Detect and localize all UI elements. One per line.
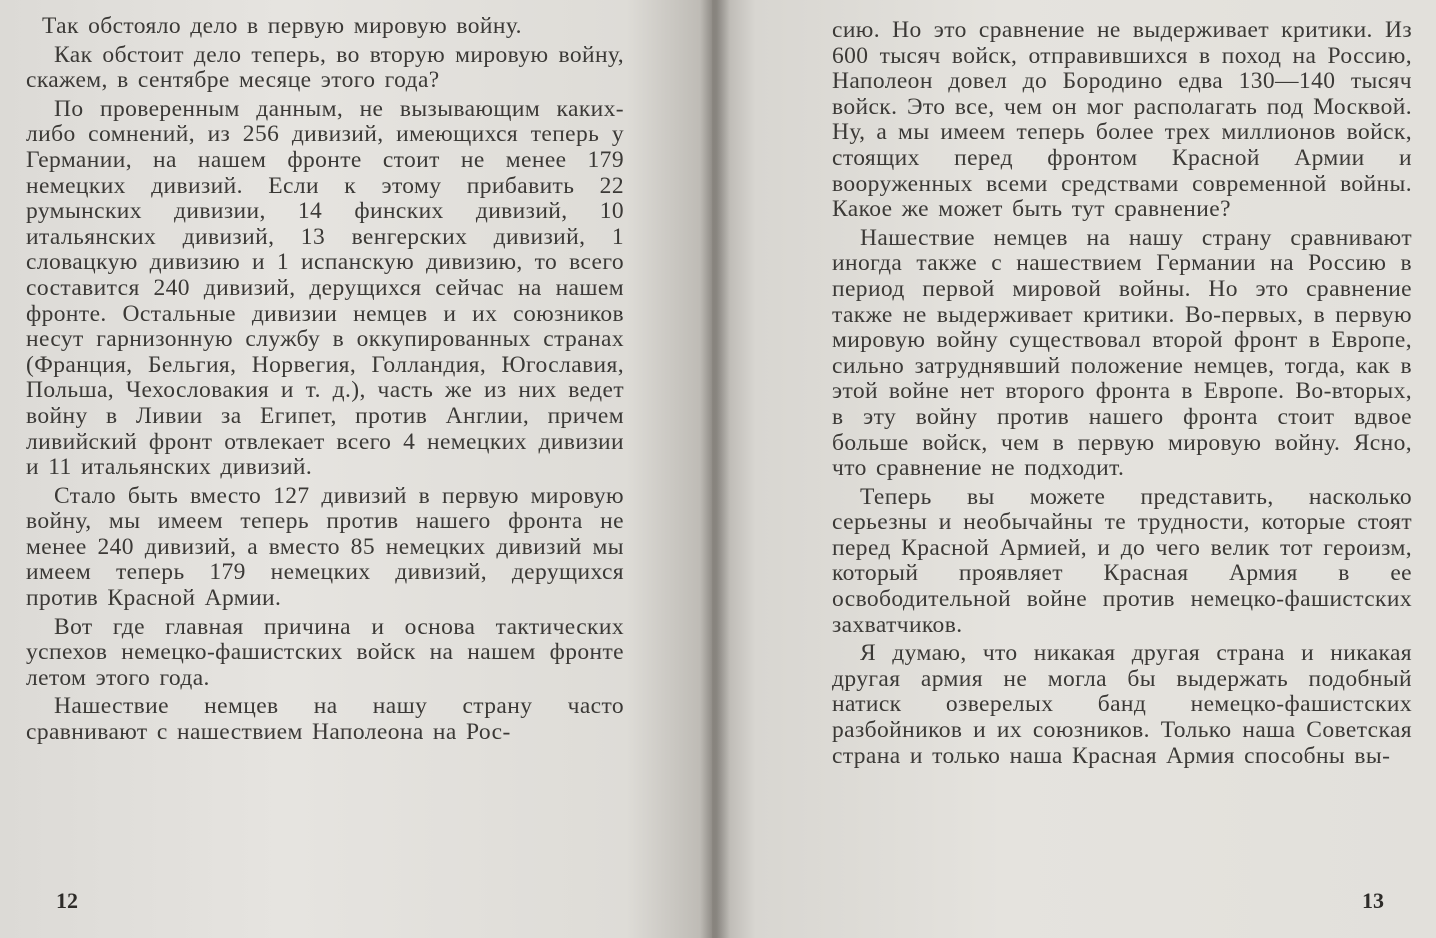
page-number-left: 12 [56,888,78,913]
left-page-text [26,14,624,746]
right-page-text [832,18,1412,769]
paragraph: Теперь вы можете представить, насколько серьезны и необычайны те трудности, которые стоят перед Красной Армией, и до чего велик тот героизм, который проявляет Красная Армия в ее освободительной войне против немецко-фашистских захватчиков. [832,483,1412,638]
paragraph: Стало быть вместо 127 дивизий в первую мировую войну, мы имеем теперь против нашего фронта не менее 240 дивизий, а вместо 85 немецких дивизий мы имеем теперь 179 немецких дивизий, дерущихся против Красной Армии. [26,482,624,612]
paragraph: Так обстояло дело в первую мировую войну. [42,13,522,39]
page-number-right: 13 [1362,888,1384,913]
right-page [712,0,1436,938]
paragraph: Как обстоит дело теперь, во вторую мировую войну, скажем, в сентябре месяце этого года? [26,41,624,94]
paragraph: Вот где главная причина и основа тактических успехов немецко-фашистских войск на нашем фронте летом этого года. [26,613,624,691]
paragraph: Нашествие немцев на нашу страну часто сравнивают с нашествием Наполеона на Рос- [26,693,624,746]
paragraph: По проверенным данным, не вызывающим каких-либо сомнений, из 256 дивизий, имеющихся теперь у Германии, на нашем фронте стоит не менее 179 немецких дивизий. Если к этому прибавить 22 румынских дивизии, 14 финских дивизий, 10 итальянских дивизий, 13 венгерских дивизий, 1 словацкую дивизию и 1 испанскую дивизию, то всего составится 240 дивизий, дерущихся сейчас на нашем фронте. Остальные дивизии немцев и их союзников несут гарнизонную службу в оккупированных странах (Франция, Бельгия, Норвегия, Голландия, Югославия, Польша, Чехословакия и т. д.), часть же из них ведет войну в Ливии за Египет, против Англии, причем ливийский фронт отвлекает всего 4 немецких дивизии и 11 итальянских дивизий. [26,95,624,481]
left-page [0,0,712,938]
paragraph: Я думаю, что никакая другая страна и никакая другая армия не могла бы выдержать подобный натиск озверелых банд немецко-фашистских разбойников и их союзников. Только наша Советская страна и только наша Красная Армия способны вы- [832,640,1412,769]
paragraph: сию. Но это сравнение не выдерживает критики. Из 600 тысяч войск, отправившихся в поход на Россию, Наполеон довел до Бородино едва 130—140 тысяч войск. Это все, чем он мог располагать под Москвой. Ну, а мы имеем теперь более трех миллионов войск, стоящих перед фронтом Красной Армии и вооруженных всеми средствами современной войны. Какое же может быть тут сравнение? [832,17,1412,223]
paragraph: Нашествие немцев на нашу страну сравнивают иногда также с нашествием Германии на Россию в период первой мировой войны. Но это сравнение также не выдерживает критики. Во-первых, в первую мировую войну существовал второй фронт в Европе, сильно затруднявший положение немцев, тогда, как в этой войне нет второго фронта в Европе. Во-вторых, в эту войну против нашего фронта стоит вдвое больше войск, чем в первую мировую войну. Ясно, что сравнение не подходит. [832,224,1412,482]
